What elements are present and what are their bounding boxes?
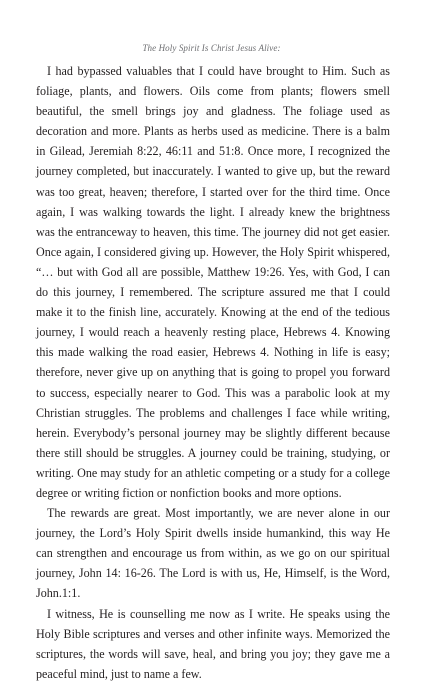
- body-text: [36, 61, 390, 684]
- running-header: The Holy Spirit Is Christ Jesus Alive:: [142, 43, 281, 53]
- paragraph-2: The rewards are great. Most importantly, we are never alone in our journey, the Lord’s Holy Spirit dwells inside humankind, this way He can strengthen and encourage us from within, as we go on our spiritual journey, John 14: 16-26. The Lord is with us, He, Himself, is the Word, John.1:1.: [36, 506, 390, 601]
- paragraph-3: I witness, He is counselling me now as I write. He speaks using the Holy Bible scriptures and verses and other infinite ways. Memorized the scriptures, the words will save, heal, and bring you joy; they gave me a peaceful mind, just to name a few.: [36, 606, 390, 681]
- paragraph-1: I had bypassed valuables that I could have brought to Him. Such as foliage, plants, and flowers. Oils come from plants; flowers smell beautiful, the smell brings joy and gladness. The foliage used as decoration and more. Plants as herbs used as medicine. There is a balm in Gilead, Jeremiah 8:22, 46:11 and 51:8. Once more, I recognized the journey completed, but inaccurately. I wanted to give up, but the reward was too great, heaven; therefore, I started over for the third time. Once again, I was walking towards the light. I already knew the brightness was the entranceway to heaven, this time. The journey did not get easier. Once again, I considered giving up. However, the Holy Spirit whispered, “… but with God all are possible, Matthew 19:26. Yes, with God, I can do this journey, I remembered. The scripture assured me that I could make it to the finish line, accurately. Knowing at the end of the tedious journey, I would reach a heavenly resting place, Hebrews 4. Knowing this made walking the road easier, Hebrews 4. Nothing in life is easy; therefore, never give up on anything that is going to propel you forward to success, especially nearer to God. This was a parabolic look at my Christian struggles. The problems and challenges I face while writing, herein. Everybody’s personal journey may be slightly different because there still should be struggles. A journey could be training, studying, or writing. One may study for an athletic competing or a study for a college degree or writing fiction or nonfiction books and more options.: [36, 64, 390, 500]
